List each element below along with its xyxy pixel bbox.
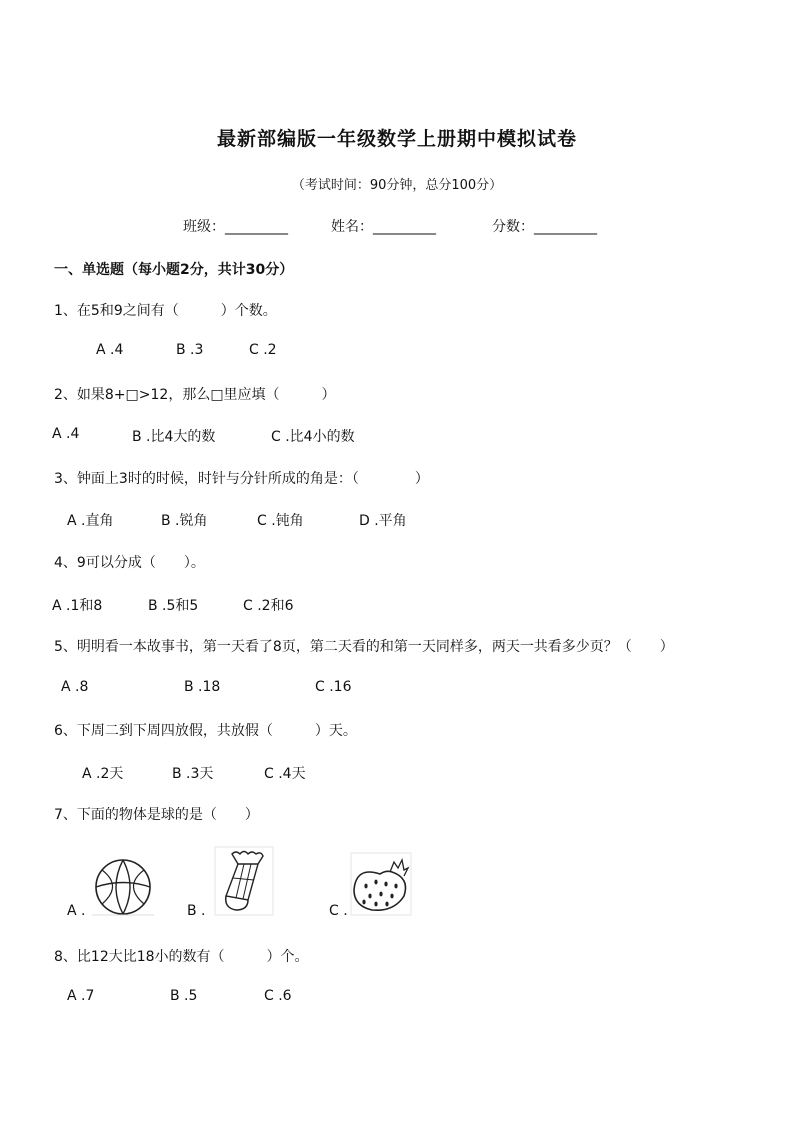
q4-option-a: A .1和8 <box>52 598 103 614</box>
q8-option-a: A .7 <box>67 988 95 1004</box>
question-8: 8、比12大比18小的数有（ ）个。 <box>54 949 309 965</box>
question-6: 6、下周二到下周四放假，共放假（ ）天。 <box>54 723 357 739</box>
q1-option-b: B .3 <box>176 342 204 358</box>
q2-option-b: B .比4大的数 <box>132 429 216 445</box>
q4-option-c: C .2和6 <box>243 598 294 614</box>
q8-option-b: B .5 <box>170 988 198 1004</box>
exam-title: 最新部编版一年级数学上册期中模拟试卷 <box>216 128 577 150</box>
question-1: 1、在5和9之间有（ ）个数。 <box>54 303 277 319</box>
section-heading: 一、单选题（每小题2分，共计30分） <box>54 262 294 278</box>
q3-option-a: A .直角 <box>67 513 114 529</box>
name-field: 姓名：_________ <box>331 219 436 235</box>
q3-option-c: C .钝角 <box>257 513 304 529</box>
q5-option-c: C .16 <box>315 679 352 695</box>
q8-option-c: C .6 <box>264 988 292 1004</box>
basketball-icon <box>92 856 154 916</box>
question-4: 4、9可以分成（ ）。 <box>54 555 205 571</box>
q1-option-a: A .4 <box>96 342 124 358</box>
strawberry-icon <box>350 852 412 916</box>
score-field: 分数：_________ <box>492 219 597 235</box>
q5-option-a: A .8 <box>61 679 89 695</box>
q6-option-a: A .2天 <box>82 766 124 782</box>
exam-subtitle: （考试时间：90分钟，总分100分） <box>291 178 503 193</box>
q6-option-c: C .4天 <box>264 766 306 782</box>
q2-option-a: A .4 <box>52 426 80 442</box>
q3-option-d: D .平角 <box>359 513 407 529</box>
q3-option-b: B .锐角 <box>161 513 208 529</box>
class-field: 班级：_________ <box>183 219 288 235</box>
question-3: 3、钟面上3时的时候，时针与分针所成的角是：（ ） <box>54 471 429 487</box>
question-5: 5、明明看一本故事书，第一天看了8页，第二天看的和第一天同样多，两天一共看多少页？（ ） <box>54 639 674 655</box>
q4-option-b: B .5和5 <box>148 598 199 614</box>
question-2: 2、如果8+□>12，那么□里应填（ ） <box>54 387 336 403</box>
shuttlecock-icon <box>214 846 274 916</box>
q7-option-c: C . <box>329 903 348 919</box>
q1-option-c: C .2 <box>249 342 277 358</box>
q2-option-c: C .比4小的数 <box>271 429 355 445</box>
q7-option-b: B . <box>187 903 206 919</box>
q5-option-b: B .18 <box>184 679 221 695</box>
q6-option-b: B .3天 <box>172 766 214 782</box>
q7-option-a: A . <box>67 903 86 919</box>
question-7: 7、下面的物体是球的是（ ） <box>54 807 259 823</box>
